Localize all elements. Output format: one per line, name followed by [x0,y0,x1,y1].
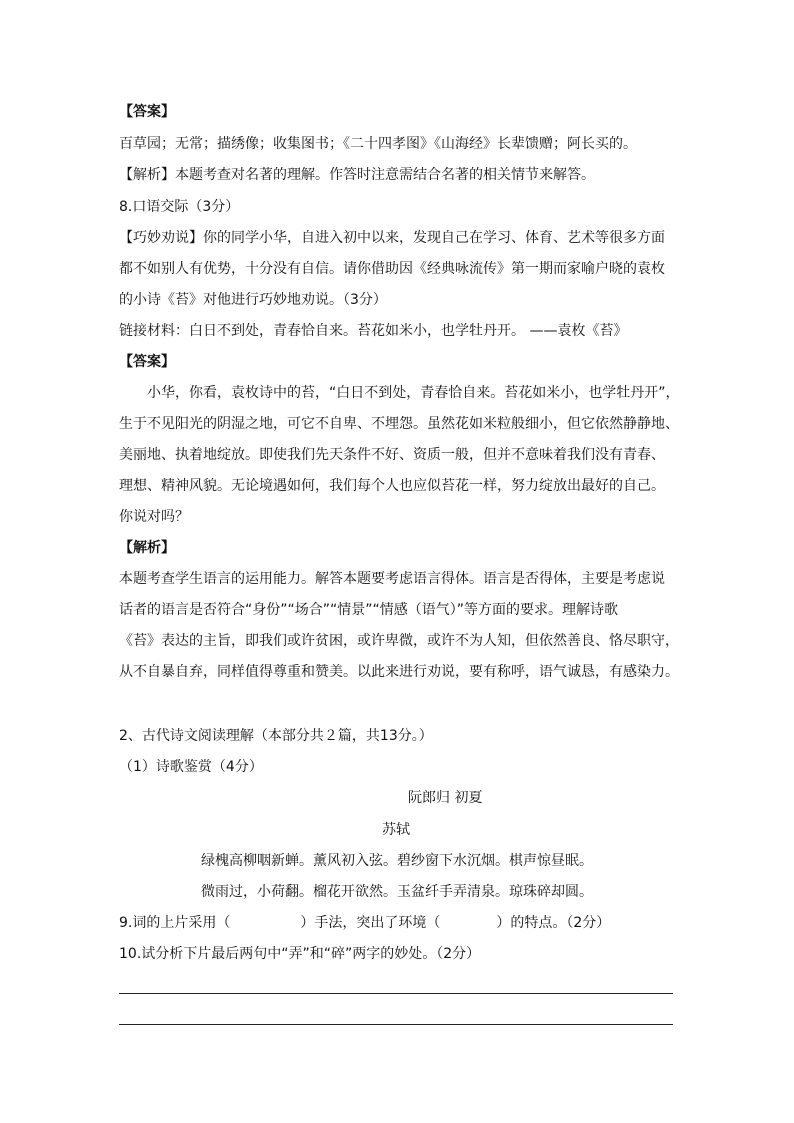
question-8-title: 8.口语交际（3分） [119,199,240,215]
answer-heading: 【答案】 [119,104,175,120]
poem-line: 绿槐高柳咽新蝉。薰风初入弦。碧纱窗下水沉烟。棋声惊昼眠。 [201,853,593,869]
question-8-answer-line: 美丽地、执着地绽放。即使我们先天条件不好、资质一般，但并不意味着我们没有青春、 [119,447,665,463]
question-8-analysis-line: 本题考查学生语言的运用能力。解答本题要考虑语言得体。语言是否得体，主要是考虑说 [119,571,665,587]
question-10: 10.试分析下片最后两句中“弄”和“碎”两字的妙处。（2分） [119,946,481,962]
answer-line [119,993,673,994]
question-8-analysis-line: 话者的语言是否符合“身份”“场合”“情景”“情感（语气）”等方面的要求。理解诗歌 [119,602,619,618]
question-8-answer-line: 你说对吗？ [119,509,189,525]
question-8-answer-line: 生于不见阳光的阴湿之地，可它不自卑、不埋怨。虽然花如米粒般细小，但它依然静静地、 [119,416,679,432]
poem-author: 苏轼 [382,822,410,838]
question-8-answer-line: 小华，你看，袁枚诗中的苔，“白日不到处，青春恰自来。苔花如米小，也学牡丹开”， [147,385,680,401]
analysis-text-content: 【解析】本题考查对名著的理解。作答时注意需结合名著的相关情节来解答。 [119,167,595,183]
section-2-subtitle: （1）诗歌鉴赏（4分） [119,759,263,775]
poem-title: 阮郎归 初夏 [408,790,483,806]
question-8-prompt-line: 【巧妙劝说】你的同学小华，自进入初中以来，发现自己在学习、体育、艺术等很多方面 [119,230,665,246]
question-8-material: 链接材料：白日不到处，青春恰自来。苔花如米小，也学牡丹开。 ——袁枚《苔》 [119,323,628,339]
question-8-analysis-line: 《苔》表达的主旨，即我们或许贫困，或许卑微，或许不为人知，但依然善良、恪尽职守， [119,633,679,649]
question-8-prompt-line: 都不如别人有优势，十分没有自信。请你借助因《经典咏流传》第一期而家喻户晓的袁枚 [119,261,665,277]
question-8-analysis-heading: 【解析】 [119,540,175,556]
question-8-answer-heading: 【答案】 [119,354,175,370]
answer-line [119,1024,673,1025]
question-8-prompt-line: 的小诗《苔》对他进行巧妙地劝说。（3分） [119,292,387,308]
question-8-analysis-line: 从不自暴自弃，同样值得尊重和赞美。以此来进行劝说，要有称呼，语气诚恳，有感染力。 [119,664,679,680]
question-9: 9.词的上片采用（ ）手法，突出了环境（ ）的特点。（2分） [119,915,611,931]
analysis-text [119,165,595,185]
answer-text: 百草园；无常；描绣像；收集图书；《二十四孝图》《山海经》长辈馈赠；阿长买的。 [119,136,637,152]
section-2-title: 2、古代诗文阅读理解（本部分共２篇，共13分。） [119,728,433,744]
poem-line: 微雨过，小荷翻。榴花开欲然。玉盆纤手弄清泉。琼珠碎却圆。 [201,884,593,900]
question-8-answer-line: 理想、精神风貌。无论境遇如何，我们每个人也应似苔花一样，努力绽放出最好的自己。 [119,478,665,494]
